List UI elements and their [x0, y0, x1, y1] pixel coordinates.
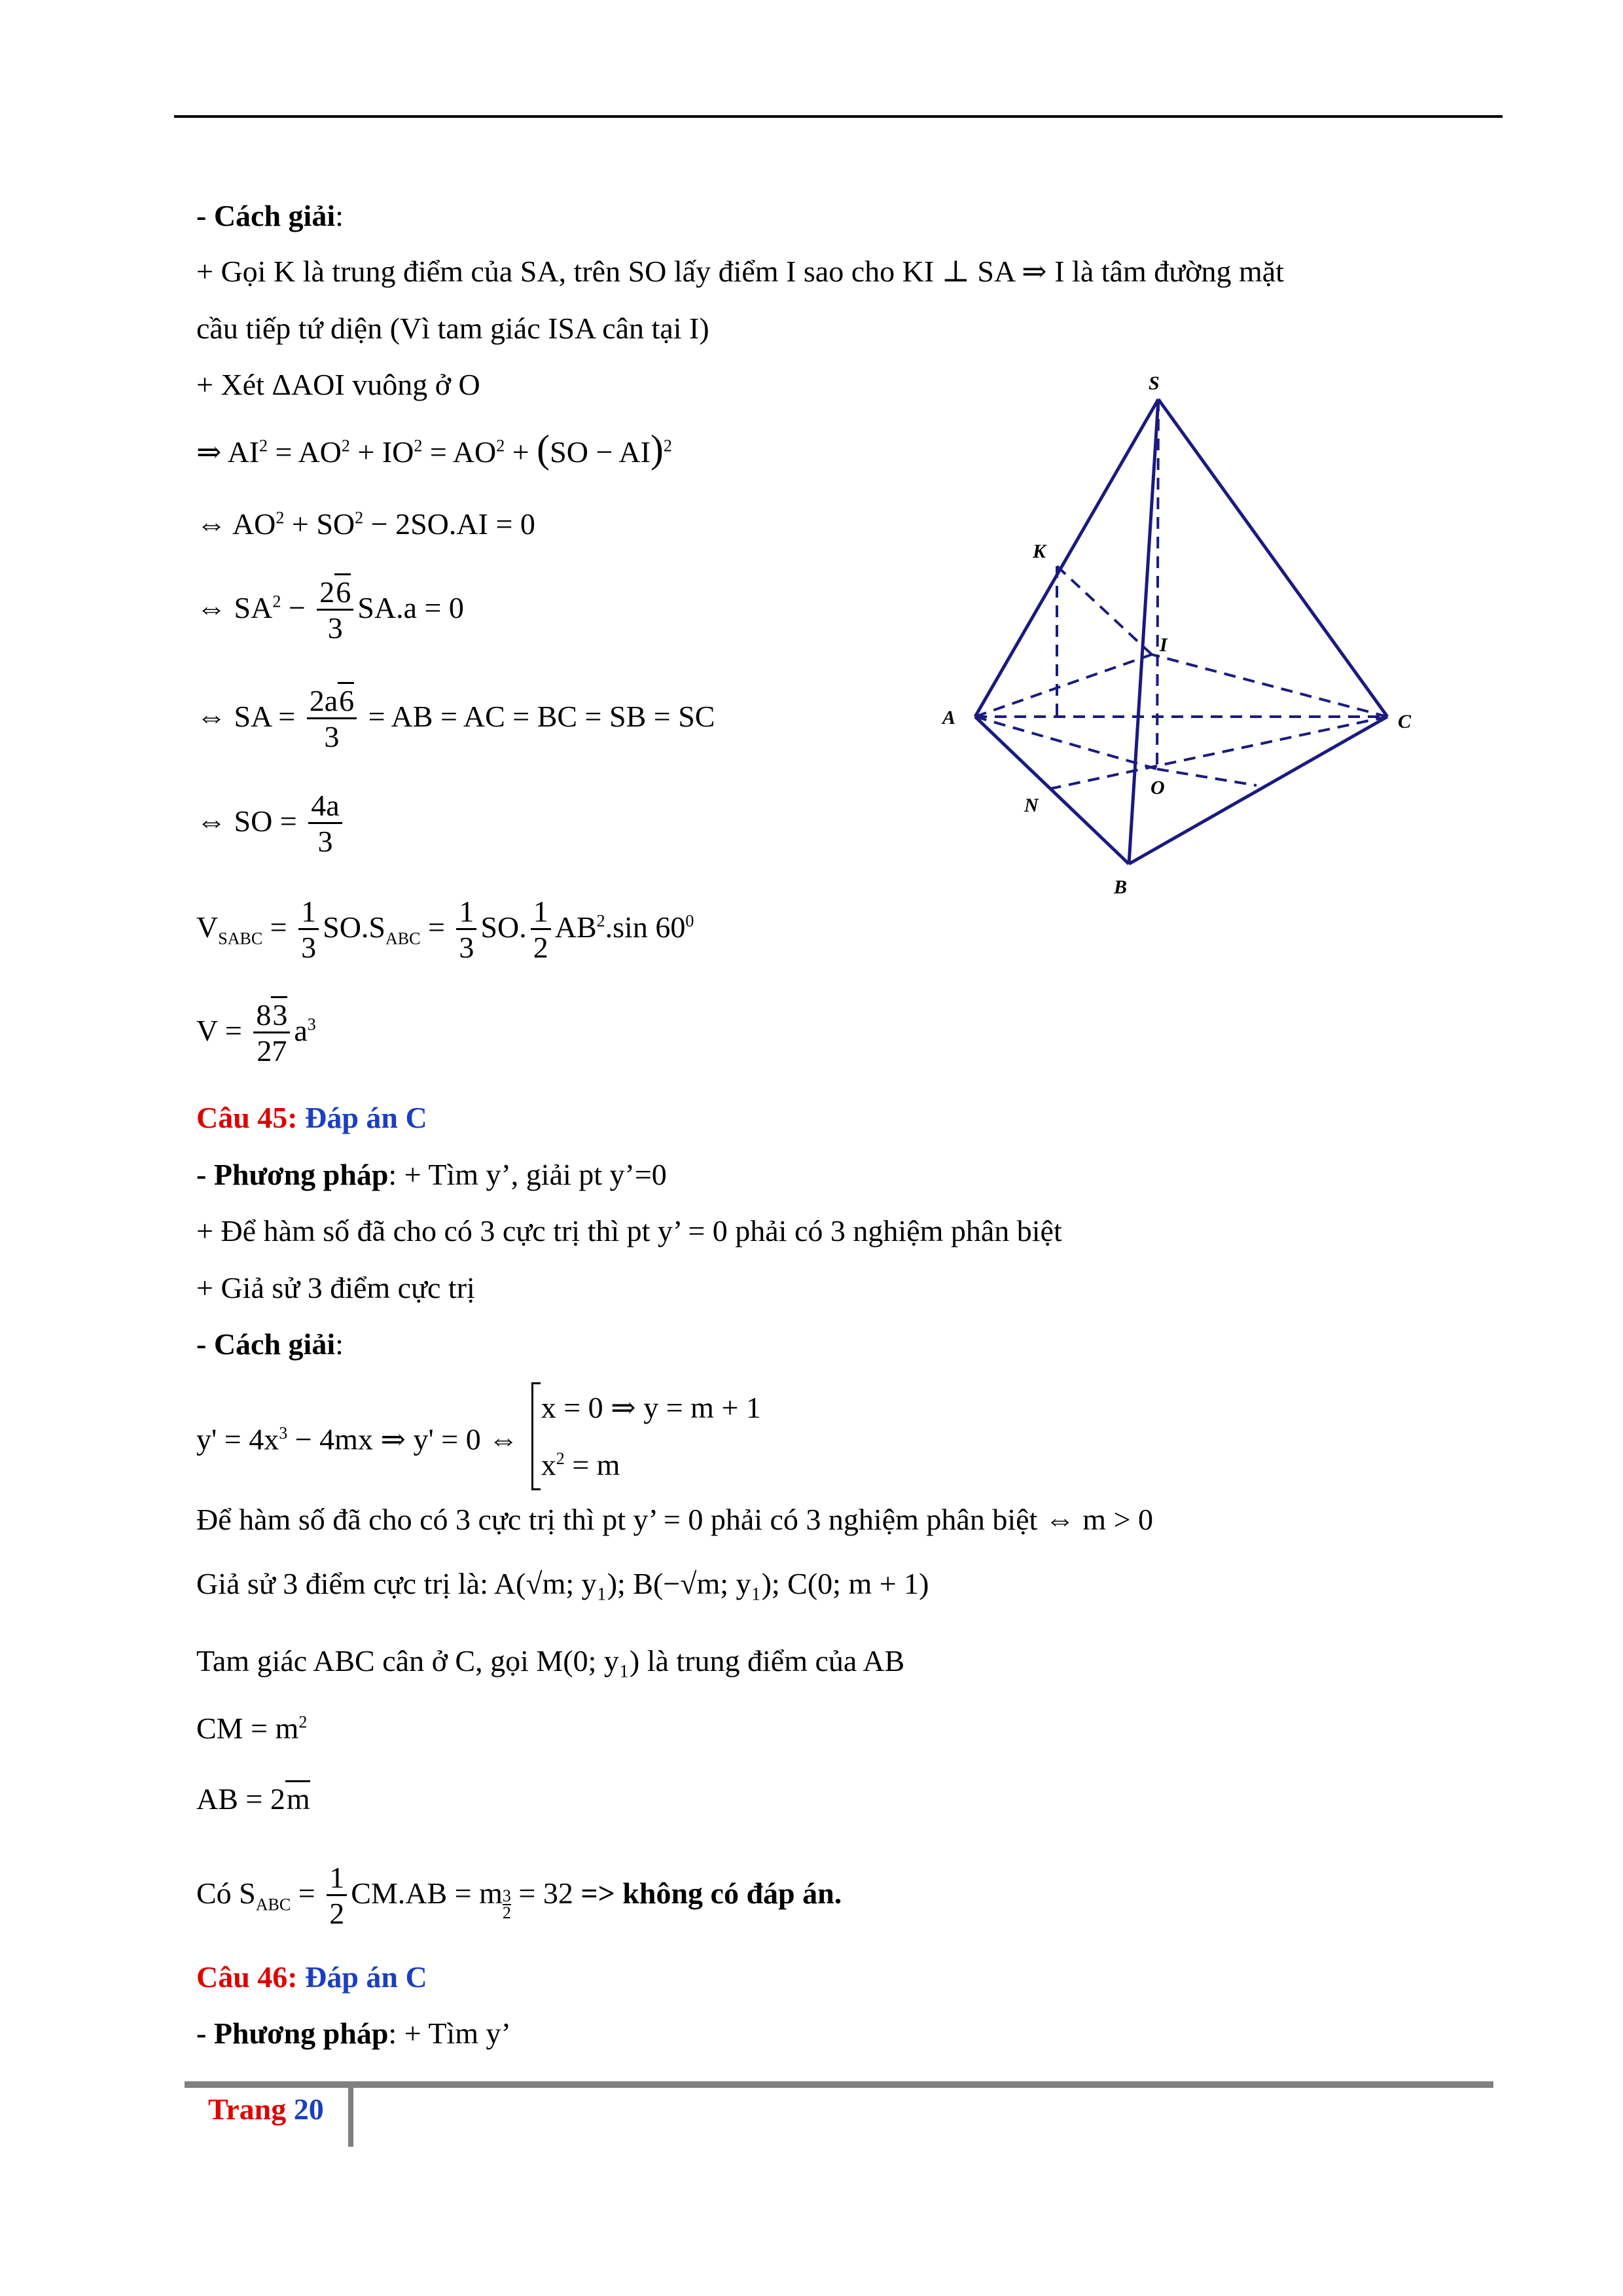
segment-cn — [1050, 717, 1387, 789]
label-s: S — [1149, 372, 1160, 394]
equation-4: ⇔ SA = $\frac{2a6}{3}$ = AB = AC = BC = SB = SC — [196, 685, 715, 755]
footer-rule — [185, 2081, 1493, 2088]
method-line: - Phương pháp: + Tìm y’, giải pt y’=0 — [196, 1158, 667, 1191]
equation-5: ⇔ SO = $\frac{4a}{3}$ — [196, 789, 346, 859]
text-line: + Để hàm số đã cho có 3 cực trị thì pt y’ = 0 phải có 3 nghiệm phân biệt — [196, 1214, 1062, 1247]
text-line: cầu tiếp tứ diện (Vì tam giác ISA cân tại I) — [196, 312, 709, 345]
solution-heading: - Cách giải: — [196, 1327, 344, 1361]
equation-3: ⇔ $SA^2$ − $\frac{26}{3}$ SA.a = 0 — [196, 576, 464, 646]
edge-sa — [975, 399, 1158, 717]
segment-o-bc — [1157, 769, 1257, 785]
text-line: + Gọi K là trung điểm của SA, trên SO lấy điểm I sao cho KI ⊥ SA ⇒ I là tâm đường mặt — [196, 255, 1284, 288]
label-n: N — [1024, 795, 1039, 816]
equation-ab: AB = 2m — [196, 1782, 310, 1816]
method-line: - Phương pháp: + Tìm y’ — [196, 2017, 511, 2050]
text-line: Giả sử 3 điểm cực trị là: A(√m; y₁); B(−√m; y₁); C(0; m + 1) — [196, 1567, 929, 1600]
label-k: K — [1033, 541, 1046, 562]
equation-2: ⇔ $AO^2 + SO^2 - 2SO.AI = 0$ — [196, 507, 535, 541]
question-46-heading: Câu 46: Đáp án C — [196, 1960, 427, 1994]
equation-area: Có $S_{ABC}$ = $\frac{1}{2}$ CM.AB = m $^{\frac{3}{2}}$ = 32 => không có đáp án. — [196, 1861, 842, 1930]
segment-so — [1157, 399, 1158, 769]
footer-divider — [348, 2088, 353, 2147]
text-line: Để hàm số đã cho có 3 cực trị thì pt y’ = 0 phải có 3 nghiệm phân biệt ⇔ m > 0 — [196, 1503, 1154, 1536]
label-a: A — [942, 707, 956, 728]
header-rule — [174, 115, 1503, 118]
label-o: O — [1150, 777, 1165, 798]
segment-ci — [1152, 655, 1387, 717]
equation-cm: CM = $m^2$ — [196, 1712, 308, 1745]
text-line: + Giả sử 3 điểm cực trị — [196, 1271, 475, 1304]
text-line: Tam giác ABC cân ở C, gọi M(0; y₁) là trung điểm của AB — [196, 1644, 905, 1677]
derivative-system: $y' = 4x^3 - 4mx$ ⇒ y' = 0 ⇔ x = 0 ⇒ y = m + 1 $x^2 = m$ — [196, 1382, 761, 1490]
text-line: + Xét ΔAOI vuông ở O — [196, 368, 480, 401]
question-45-heading: Câu 45: Đáp án C — [196, 1101, 427, 1134]
equation-1: ⇒ $AI^2 = AO^2 + IO^2 = AO^2 + (SO - AI)^2$ — [196, 427, 672, 471]
label-b: B — [1114, 876, 1128, 897]
equation-6: $V_{SABC}$ = $\frac{1}{3}$ $SO.S_{ABC}$ = $\frac{1}{3}$ SO. $\frac{1}{2}$ $AB^2.\sin$ $60^0$ — [196, 895, 694, 964]
segment-ai — [975, 655, 1152, 717]
equation-7: V = $\frac{83}{27}$ $a^3$ — [196, 999, 316, 1069]
edge-bc — [1129, 717, 1387, 864]
solution-heading: - Cách giải: — [196, 199, 344, 232]
tetrahedron-figure — [916, 360, 1440, 897]
edge-sc — [1158, 399, 1387, 717]
label-c: C — [1398, 711, 1412, 732]
page-number: Trang 20 — [208, 2092, 324, 2126]
label-i: I — [1160, 634, 1168, 656]
segment-ki — [1057, 566, 1152, 655]
